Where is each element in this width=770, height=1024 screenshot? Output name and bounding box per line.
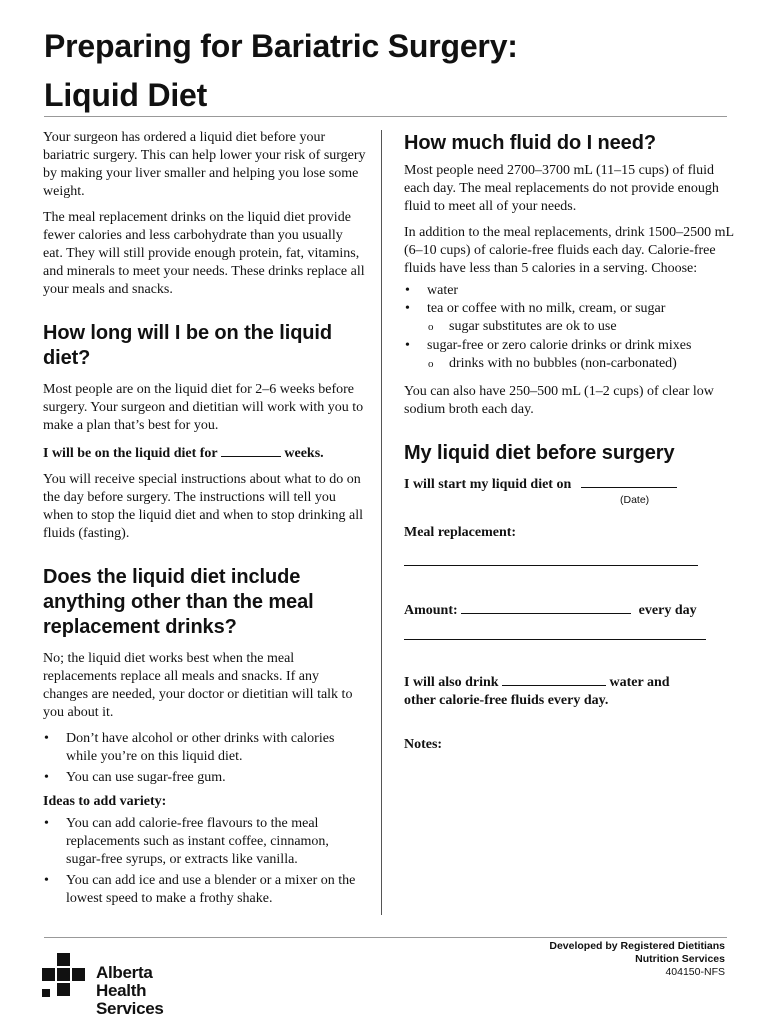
meal-replacement-label: Meal replacement: (404, 525, 517, 540)
bullet-icon: • (44, 770, 49, 785)
title-line-1: Preparing for Bariatric Surgery: (44, 28, 518, 64)
include-bullet-list (43, 730, 366, 787)
amount-label: Amount: (404, 603, 458, 618)
list-item-text: Don’t have alcohol or other drinks with calories while you’re on this liquid diet. (66, 731, 335, 764)
list-item (43, 769, 366, 787)
logo-line-1: Alberta Health (96, 963, 153, 1000)
heading-my-diet: My liquid diet before surgery (404, 442, 675, 464)
alberta-health-services-logo (42, 953, 202, 1018)
footer-credits (549, 940, 725, 979)
date-caption: (Date) (620, 494, 650, 506)
bullet-icon: • (44, 873, 49, 888)
footer-line-2: Nutrition Services (635, 953, 725, 965)
footer-line-1: Developed by Registered Dietitians (549, 940, 725, 952)
intro-paragraph-1: Your surgeon has ordered a liquid diet before your bariatric surgery. This can help lower your risk of surgery by making your liver smaller and helping you lose some weight. (43, 130, 366, 199)
list-item (404, 337, 734, 355)
meal-replacement-blank (404, 564, 698, 566)
footer-form-code: 404150-NFS (665, 966, 725, 978)
title-divider (44, 116, 727, 117)
bullet-icon: • (44, 816, 49, 831)
intro-paragraph-2: The meal replacement drinks on the liquid diet provide fewer calories and less carbohydrate than you usually eat. They will still provide enough protein, fat, vitamins, and minerals to meet your needs. These drinks replace all your meals and snacks. (43, 210, 365, 297)
weeks-blank (221, 443, 281, 457)
drink-label-pre: I will also drink (404, 675, 499, 690)
list-item-text: You can add ice and use a blender or a mixer on the lowest speed to make a frothy shake. (66, 873, 356, 906)
title-line-2: Liquid Diet (44, 77, 208, 113)
weeks-label-pre: I will be on the liquid diet for (43, 446, 218, 461)
right-column (404, 129, 734, 762)
page-title (44, 22, 734, 120)
fluid-paragraph-2: In addition to the meal replacements, drink 1500–2500 mL (6–10 cups) of calorie-free fluids each day. Calorie-free fluids have less than 5 calories in a serving. Choose: (404, 225, 734, 276)
drink-label-post: water and (609, 675, 670, 690)
bullet-icon: • (405, 283, 410, 298)
logo-line-2: Services (96, 999, 164, 1018)
notes-label: Notes: (404, 737, 443, 752)
weeks-label-post: weeks. (284, 446, 324, 461)
variety-heading: Ideas to add variety: (43, 794, 167, 809)
how-long-paragraph-1: Most people are on the liquid diet for 2–6 weeks before surgery. Your surgeon and dietitian will work with you to make a plan that’s best for you. (43, 382, 364, 433)
amount-blank (461, 600, 631, 614)
circle-bullet-icon: o (428, 321, 434, 333)
list-item-text: tea or coffee with no milk, cream, or sugar (427, 301, 666, 316)
column-divider (381, 130, 382, 915)
amount-line (404, 600, 734, 620)
list-item (404, 282, 734, 300)
list-item-text: You can add calorie-free flavours to the meal replacements such as instant coffee, cinnamon, sugar-free syrups, or extracts like vanilla. (66, 816, 329, 867)
list-item (43, 815, 366, 869)
drink-line-2: other calorie-free fluids every day. (404, 693, 609, 708)
list-item-text: sugar-free or zero calorie drinks or drink mixes (427, 338, 692, 353)
start-date-label: I will start my liquid diet on (404, 477, 572, 492)
list-item-text: You can use sugar-free gum. (66, 770, 226, 785)
fluid-paragraph-1: Most people need 2700–3700 mL (11–15 cups) of fluid each day. The meal replacements do not provide enough fluid to meet all of your needs. (404, 163, 719, 214)
drink-blank (502, 672, 606, 686)
footer-divider (44, 937, 727, 938)
list-item (43, 872, 366, 908)
circle-bullet-icon: o (428, 358, 434, 370)
amount-extra-blank (404, 638, 706, 640)
fluid-bullet-list (404, 282, 734, 373)
drink-line-1 (404, 672, 734, 692)
list-item-text: drinks with no bubbles (non-carbonated) (449, 356, 677, 371)
left-column (43, 129, 366, 914)
start-date-blank (581, 474, 677, 488)
start-date-line (404, 474, 734, 494)
ahs-cross-icon (42, 953, 90, 1001)
variety-bullet-list (43, 815, 366, 908)
how-long-paragraph-2: You will receive special instructions about what to do on the day before surgery. The instructions will tell you when to stop the liquid diet and when to stop drinking all fluids (fasting). (43, 472, 364, 541)
heading-fluid: How much fluid do I need? (404, 132, 656, 154)
bullet-icon: • (405, 338, 410, 353)
broth-paragraph: You can also have 250–500 mL (1–2 cups) of clear low sodium broth each day. (404, 384, 714, 417)
heading-how-long: How long will I be on the liquid diet? (43, 322, 332, 369)
sub-list-item (404, 318, 734, 336)
bullet-icon: • (44, 731, 49, 746)
list-item-text: sugar substitutes are ok to use (449, 319, 617, 334)
include-paragraph-1: No; the liquid diet works best when the meal replacements replace all meals and snacks. If any changes are needed, your doctor or dietitian will talk to you about it. (43, 651, 353, 720)
list-item (43, 730, 366, 766)
sub-list-item (404, 355, 734, 373)
bullet-icon: • (405, 301, 410, 316)
list-item (404, 300, 734, 318)
how-long-weeks-line (43, 443, 366, 463)
heading-include: Does the liquid diet include anything other than the meal replacement drinks? (43, 566, 314, 638)
list-item-text: water (427, 283, 459, 298)
amount-suffix: every day (638, 603, 697, 618)
logo-text (96, 964, 202, 1018)
